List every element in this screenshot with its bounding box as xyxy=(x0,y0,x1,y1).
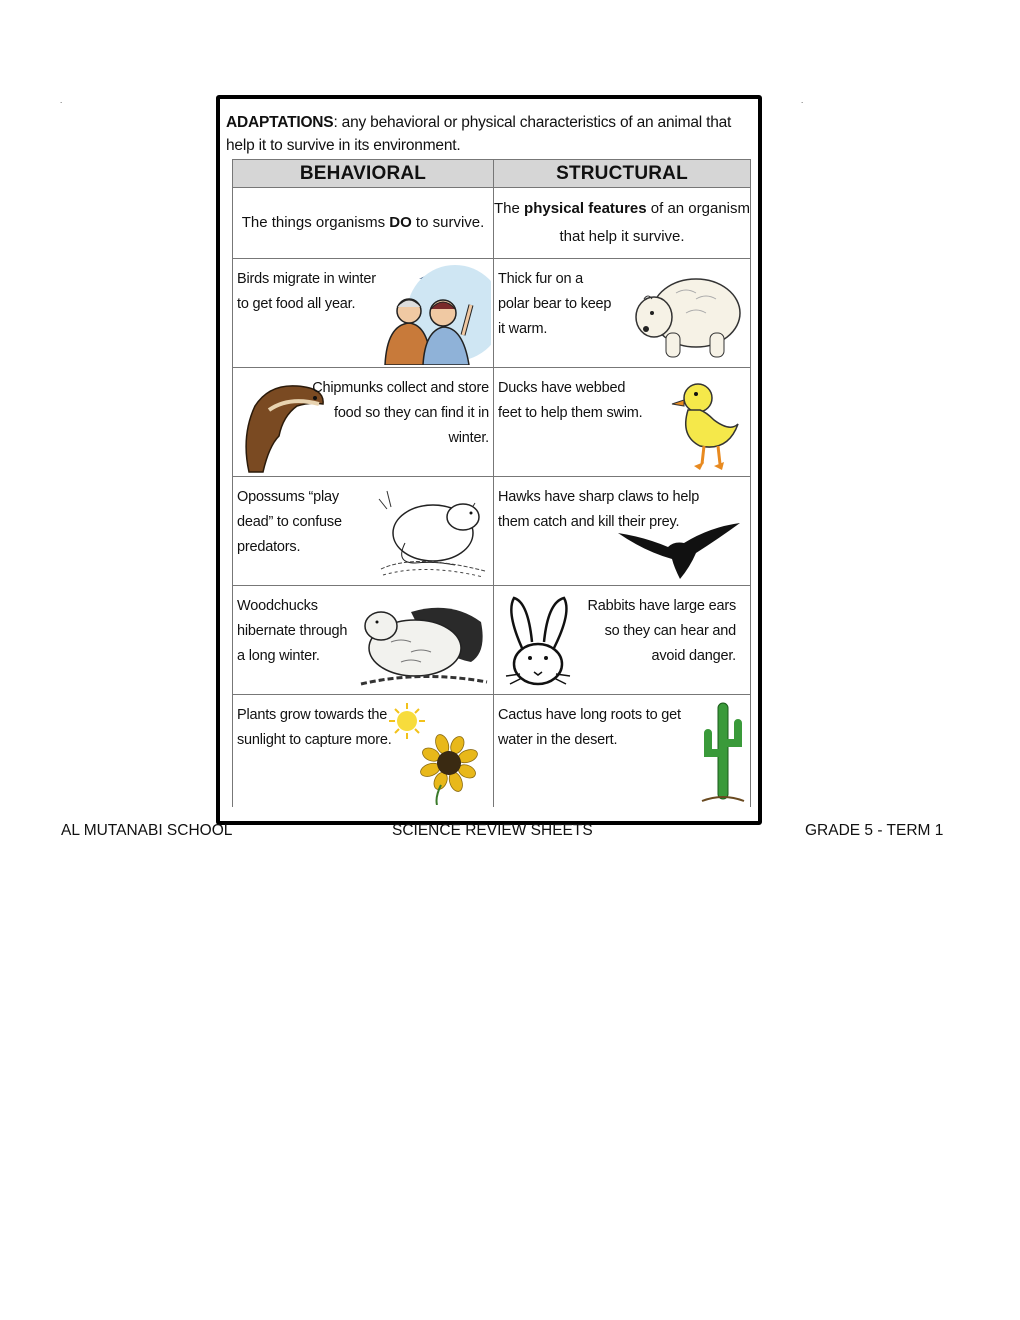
header-structural: STRUCTURAL xyxy=(494,160,751,188)
cactus-illustration xyxy=(698,697,748,805)
woodchuck-illustration xyxy=(351,592,491,688)
footer-grade: GRADE 5 - TERM 1 xyxy=(805,822,944,839)
header-behavioral: BEHAVIORAL xyxy=(233,160,494,188)
duck-illustration xyxy=(670,376,744,474)
cell-plants xyxy=(233,695,494,808)
text-opossums: Opossums “play dead” to confuse predators. xyxy=(237,489,342,555)
definition-text: : any behavioral or physical characteristics of an animal that help it to survive in its environment. xyxy=(226,114,732,154)
text-chipmunks: Chipmunks collect and store food so they can find it in winter. xyxy=(312,380,489,446)
text-ducks: Ducks have webbed feet to help them swim. xyxy=(498,380,643,421)
text-hawks: Hawks have sharp claws to help them catch and kill their prey. xyxy=(498,489,700,530)
adaptations-card xyxy=(216,95,762,825)
cell-cactus xyxy=(494,695,751,808)
definition xyxy=(226,111,746,157)
cell-hawks xyxy=(494,477,751,586)
adaptations-table xyxy=(232,159,751,807)
cell-opossums xyxy=(233,477,494,586)
text-polar-bear: Thick fur on a polar bear to keep it warm. xyxy=(498,271,612,337)
cell-rabbits xyxy=(494,586,751,695)
footer-school: AL MUTANABI SCHOOL xyxy=(61,822,233,839)
text-plants: Plants grow towards the sunlight to capture more. xyxy=(237,707,392,748)
description-structural: The physical features of an organism that help it survive. xyxy=(494,188,751,259)
rabbit-illustration xyxy=(500,592,580,690)
margin-mark-left: . xyxy=(60,96,63,105)
polar-bear-illustration xyxy=(626,263,746,363)
text-birds: Birds migrate in winter to get food all year. xyxy=(237,271,376,312)
cell-birds xyxy=(233,259,494,368)
footer-title: SCIENCE REVIEW SHEETS xyxy=(392,822,593,839)
cell-chipmunks xyxy=(233,368,494,477)
description-behavioral: The things organisms DO to survive. xyxy=(233,188,494,259)
margin-mark-right: . xyxy=(801,96,804,105)
birds-migrate-illustration xyxy=(379,265,491,365)
text-woodchucks: Woodchucks hibernate through a long winter. xyxy=(237,598,348,664)
cell-ducks xyxy=(494,368,751,477)
sun-icon xyxy=(389,703,425,739)
cell-woodchucks xyxy=(233,586,494,695)
sunflower-illustration xyxy=(389,701,493,805)
cell-polar-bear xyxy=(494,259,751,368)
opossum-illustration xyxy=(375,483,491,581)
text-rabbits: Rabbits have large ears so they can hear and avoid danger. xyxy=(587,598,736,664)
text-cactus: Cactus have long roots to get water in the desert. xyxy=(498,707,681,748)
hawk-illustration xyxy=(614,517,744,581)
definition-term: ADAPTATIONS xyxy=(226,114,334,131)
